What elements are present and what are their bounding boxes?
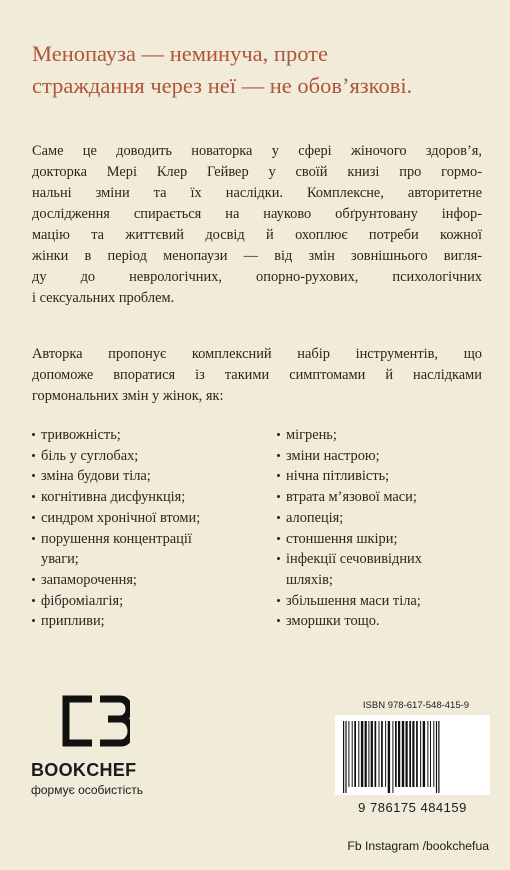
barcode-bar — [361, 721, 363, 787]
paragraph-line: допоможе впоратися із такими симптомами й наслідками — [32, 367, 482, 383]
barcode-bar — [368, 721, 369, 787]
symptom-item: зміни настрою; — [277, 446, 492, 467]
symptom-item: алопеція; — [277, 508, 492, 529]
publisher-brand: BOOKCHEF — [31, 760, 137, 780]
social-links: Fb Instagram /bookchefua — [347, 839, 489, 853]
symptom-item: припливи; — [32, 611, 262, 632]
symptom-item: збільшення маси тіла; — [277, 591, 492, 612]
paragraph-line: гормональних змін у жінок, як: — [32, 388, 224, 404]
symptom-item: втрата м’язової маси; — [277, 487, 492, 508]
barcode-bar — [409, 721, 411, 787]
paragraph-line: Саме це доводить новаторка у сфері жіночого здоров’я, — [32, 143, 482, 159]
paragraph-line: і сексуальних проблем. — [32, 290, 175, 306]
barcode-bar — [398, 721, 400, 787]
symptom-item: синдром хронічної втоми; — [32, 508, 262, 529]
symptom-item: запаморочення; — [32, 570, 262, 591]
headline-line: Менопауза — неминуча, проте — [32, 41, 328, 66]
barcode-bar — [375, 721, 377, 787]
barcode-bar — [412, 721, 414, 787]
headline-line: страждання через неї — не обов’язкові. — [32, 73, 413, 98]
barcode-bar — [385, 721, 386, 787]
symptoms-column-left — [32, 425, 262, 632]
barcode-bar — [438, 721, 439, 793]
paragraph-line: жінки в період менопаузи — від змін зовнішнього вигля- — [32, 248, 482, 264]
barcode-bar — [371, 721, 373, 787]
paragraph-line: Авторка пропонує комплексний набір інструментів, що — [32, 346, 482, 362]
barcode-bar — [365, 721, 367, 787]
symptom-item: фіброміалгія; — [32, 591, 262, 612]
symptom-item: інфекції сечовивідних шляхів; — [277, 549, 492, 590]
symptom-item: зміна будови тіла; — [32, 466, 262, 487]
barcode-bar — [388, 721, 390, 793]
isbn-label: ISBN 978-617-548-415-9 — [362, 700, 470, 711]
paragraph-line: дослідження спирається на науково обґрунтовану інфор- — [32, 206, 482, 222]
barcode-bar — [354, 721, 356, 787]
barcode-bar — [406, 721, 408, 787]
barcode-bar — [348, 721, 349, 787]
paragraph-line: докторка Мері Клер Гейвер у своїй книзі про гормо- — [32, 164, 482, 180]
symptoms-column-right — [277, 425, 492, 632]
barcode-bar — [430, 721, 431, 787]
barcode-bar — [392, 721, 393, 793]
barcode-bar — [423, 721, 425, 787]
barcode-bar — [352, 721, 353, 787]
barcode-bar — [402, 721, 404, 787]
symptom-item: біль у суглобах; — [32, 446, 262, 467]
paragraph-line: ду до неврологічних, опорно-рухових, психологічних — [32, 269, 482, 285]
intro-paragraph — [32, 344, 482, 407]
symptom-item: зморшки тощо. — [277, 611, 492, 632]
publisher-tagline: формує особистість — [31, 783, 144, 797]
description-paragraph — [32, 141, 482, 309]
symptom-item: мігрень; — [277, 425, 492, 446]
bookchef-logo-icon — [62, 695, 130, 747]
barcode-bar — [436, 721, 437, 793]
paragraph-line: мацію та життєвий досвід й охоплює потреби кожної — [32, 227, 482, 243]
barcode-bar — [433, 721, 434, 787]
symptom-item: порушення концентрації уваги; — [32, 529, 262, 570]
barcode-bar — [427, 721, 428, 787]
barcode-bar — [358, 721, 359, 787]
symptom-item: нічна пітливість; — [277, 466, 492, 487]
symptom-item: стоншення шкіри; — [277, 529, 492, 550]
barcode-bar — [420, 721, 421, 787]
symptom-item: тривожність; — [32, 425, 262, 446]
barcode-digits: 9 786175 484159 — [358, 800, 467, 815]
barcode-bar — [416, 721, 418, 787]
barcode-bar — [343, 721, 344, 793]
barcode-bar — [345, 721, 346, 793]
barcode-bar — [379, 721, 380, 787]
symptom-item: когнітивна дисфункція; — [32, 487, 262, 508]
barcode-bar — [395, 721, 397, 787]
headline — [32, 38, 487, 102]
isbn-barcode — [335, 715, 490, 795]
paragraph-line: нальні зміни та їх наслідки. Комплексне, авторитетне — [32, 185, 482, 201]
barcode-bar — [381, 721, 383, 787]
